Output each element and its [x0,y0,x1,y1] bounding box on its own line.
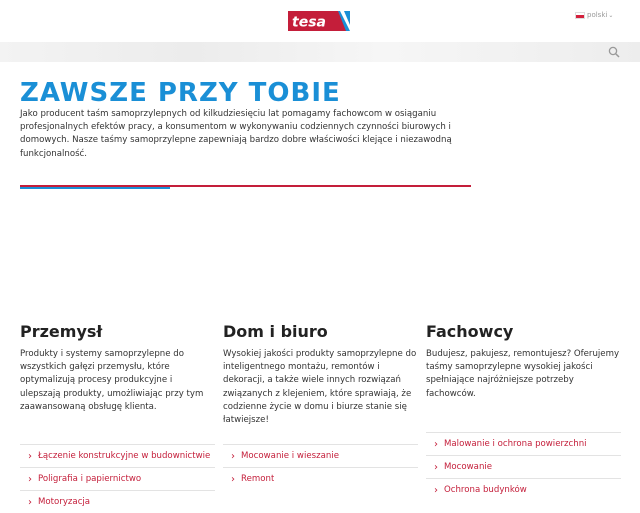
hero-text: Jako producent taśm samoprzylepnych od kilkudziesięciu lat pomagamy fachowcom w osiąganiu profesjonalnych efektów pracy, a konsumentom w wykonywaniu codziennych czynności biurowych i domowych. Nasze taśmy samoprzylepne zapewniają bardzo dobre właściwości klejące i niezawodną funkcjonalność. [20,109,452,159]
chevron-right-icon: › [434,484,438,496]
link-automotive[interactable]: › Motoryzacja [20,490,215,513]
link-mounting[interactable]: › Mocowanie [426,455,621,478]
link-painting-surface-protection[interactable]: › Malowanie i ochrona powierzchni [426,432,621,455]
chevron-right-icon: › [231,473,235,485]
column-home-office [223,322,418,490]
link-mounting-hanging[interactable]: › Mocowanie i wieszanie [223,444,418,467]
language-selector[interactable] [575,11,613,19]
chevron-right-icon: › [434,438,438,450]
column-links [223,444,418,490]
link-structural-bonding[interactable]: › Łączenie konstrukcyjne w budownictwie [20,444,215,467]
link-renovation[interactable]: › Remont [223,467,418,490]
chevron-right-icon: › [434,461,438,473]
column-title: Przemysł [20,322,103,341]
chevron-right-icon: › [231,450,235,462]
column-description: Budujesz, pakujesz, remontujesz? Oferujemy taśmy samoprzylepne wysokiej jakości spełniające najróżniejsze potrzeby fachowców. [426,349,620,399]
column-title: Fachowcy [426,322,514,341]
chevron-right-icon: › [28,450,32,462]
hero-divider-accent [20,187,170,189]
chevron-right-icon: › [28,496,32,508]
link-building-protection[interactable]: › Ochrona budynków [426,478,621,501]
column-links [426,432,621,501]
column-industry [20,322,215,513]
chevron-down-icon: ⌄ [608,11,614,19]
nav-bar [0,42,640,62]
tesa-logo[interactable] [288,11,350,31]
column-description: Produkty i systemy samoprzylepne do wszystkich gałęzi przemysłu, które optymalizują procesy produkcyjne i ulepszają produkty, umożliwiając przy tym zaawansowaną obsługę klienta. [20,349,204,412]
column-title: Dom i biuro [223,322,328,341]
hero-title: ZAWSZE PRZY TOBIE [20,78,341,108]
column-craftsmen [426,322,621,501]
column-description: Wysokiej jakości produkty samoprzylepne do inteligentnego montażu, remontów i dekoracji, a także wiele innych rozwiązań związanych z klejeniem, które sprawiają, że codzienne życie w domu i biurze stanie się łatwiejsze! [223,349,417,426]
column-links [20,444,215,513]
search-icon[interactable] [608,46,620,58]
brand-text: tesa [292,14,326,31]
language-label: polski [587,11,608,19]
chevron-right-icon: › [28,473,32,485]
poland-flag-icon [575,12,585,19]
link-printing-paper[interactable]: › Poligrafia i papiernictwo [20,467,215,490]
site-header [0,0,640,42]
